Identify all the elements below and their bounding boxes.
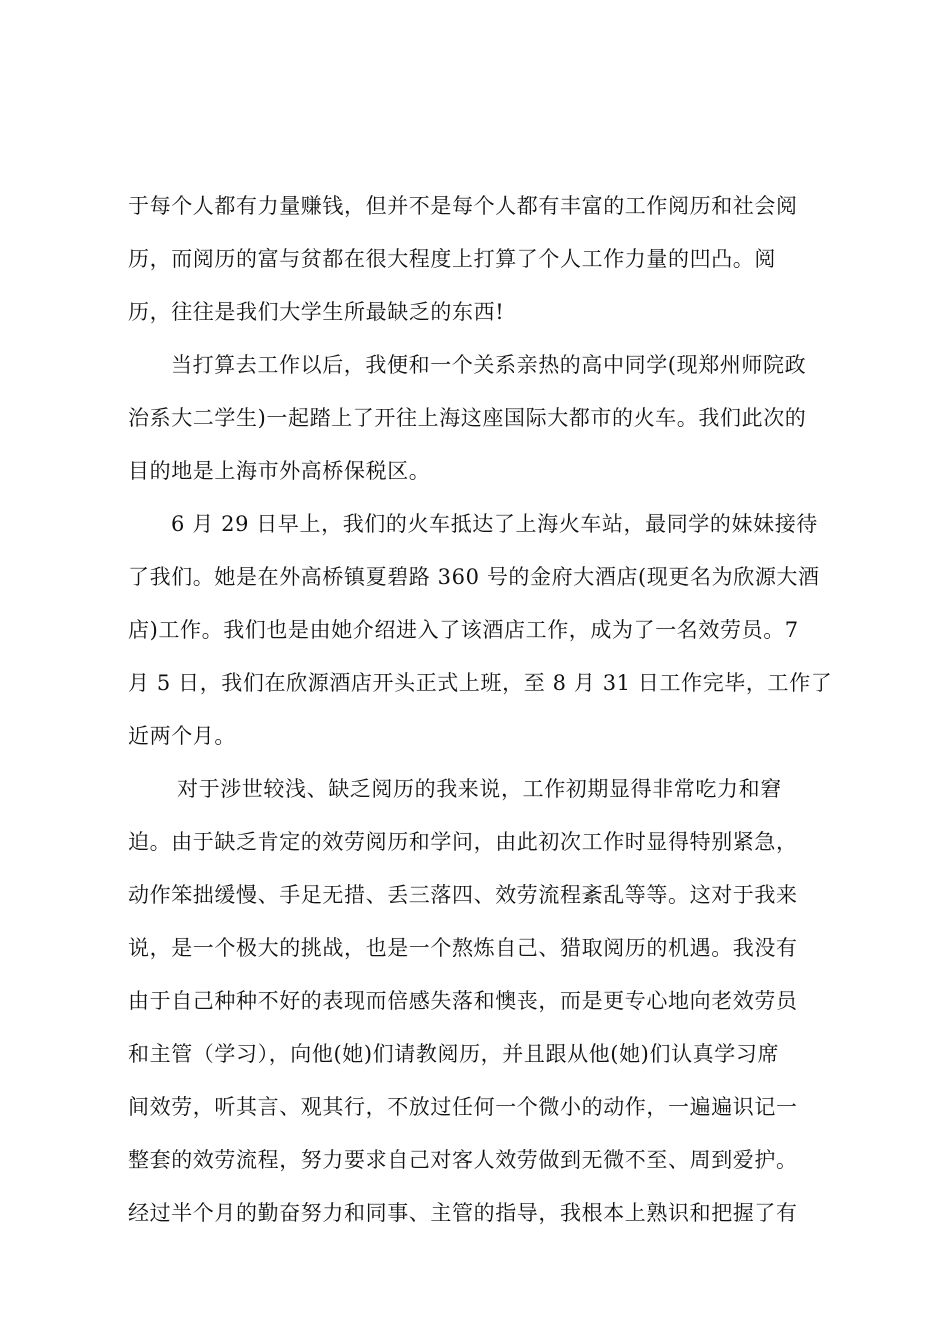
text-line: 间效劳，听其言、观其行，不放过任何一个微小的动作，一遍遍识记一	[128, 1095, 798, 1119]
text-line: 说，是一个极大的挑战，也是一个熬炼自己、猎取阅历的机遇。我没有	[128, 936, 798, 960]
text-line: 由于自己种种不好的表现而倍感失落和懊丧，而是更专心地向老效劳员	[128, 989, 798, 1013]
text-line: 经过半个月的勤奋努力和同事、主管的指导，我根本上熟识和把握了有	[128, 1201, 798, 1225]
text-line: 历，往往是我们大学生所最缺乏的东西!	[128, 300, 505, 324]
text-line: 当打算去工作以后，我便和一个关系亲热的高中同学(现郑州师院政	[171, 353, 807, 377]
text-line: 整套的效劳流程，努力要求自己对客人效劳做到无微不至、周到爱护。	[128, 1148, 798, 1172]
text-line: 近两个月。	[128, 724, 236, 748]
text-line: 了我们。她是在外高桥镇夏碧路 360 号的金府大酒店(现更名为欣源大酒	[128, 565, 820, 589]
text-line: 店)工作。我们也是由她介绍进入了该酒店工作，成为了一名效劳员。7	[128, 618, 799, 642]
text-line: 和主管（学习），向他(她)们请教阅历，并且跟从他(她)们认真学习席	[128, 1042, 780, 1066]
text-line: 月 5 日，我们在欣源酒店开头正式上班，至 8 月 31 日工作完毕，工作了	[128, 671, 833, 695]
text-line: 动作笨拙缓慢、手足无措、丢三落四、效劳流程紊乱等等。这对于我来	[128, 883, 798, 907]
text-line: 于每个人都有力量赚钱，但并不是每个人都有丰富的工作阅历和社会阅	[128, 194, 798, 218]
text-line: 历，而阅历的富与贫都在很大程度上打算了个人工作力量的凹凸。阅	[128, 247, 776, 271]
text-line: 6 月 29 日早上，我们的火车抵达了上海火车站，最同学的妹妹接待	[171, 512, 818, 536]
text-line: 对于涉世较浅、缺乏阅历的我来说，工作初期显得非常吃力和窘	[177, 777, 782, 801]
text-line: 迫。由于缺乏肯定的效劳阅历和学问，由此初次工作时显得特别紧急，	[128, 830, 798, 854]
text-line: 目的地是上海市外高桥保税区。	[128, 459, 431, 483]
text-line: 治系大二学生)一起踏上了开往上海这座国际大都市的火车。我们此次的	[128, 406, 807, 430]
